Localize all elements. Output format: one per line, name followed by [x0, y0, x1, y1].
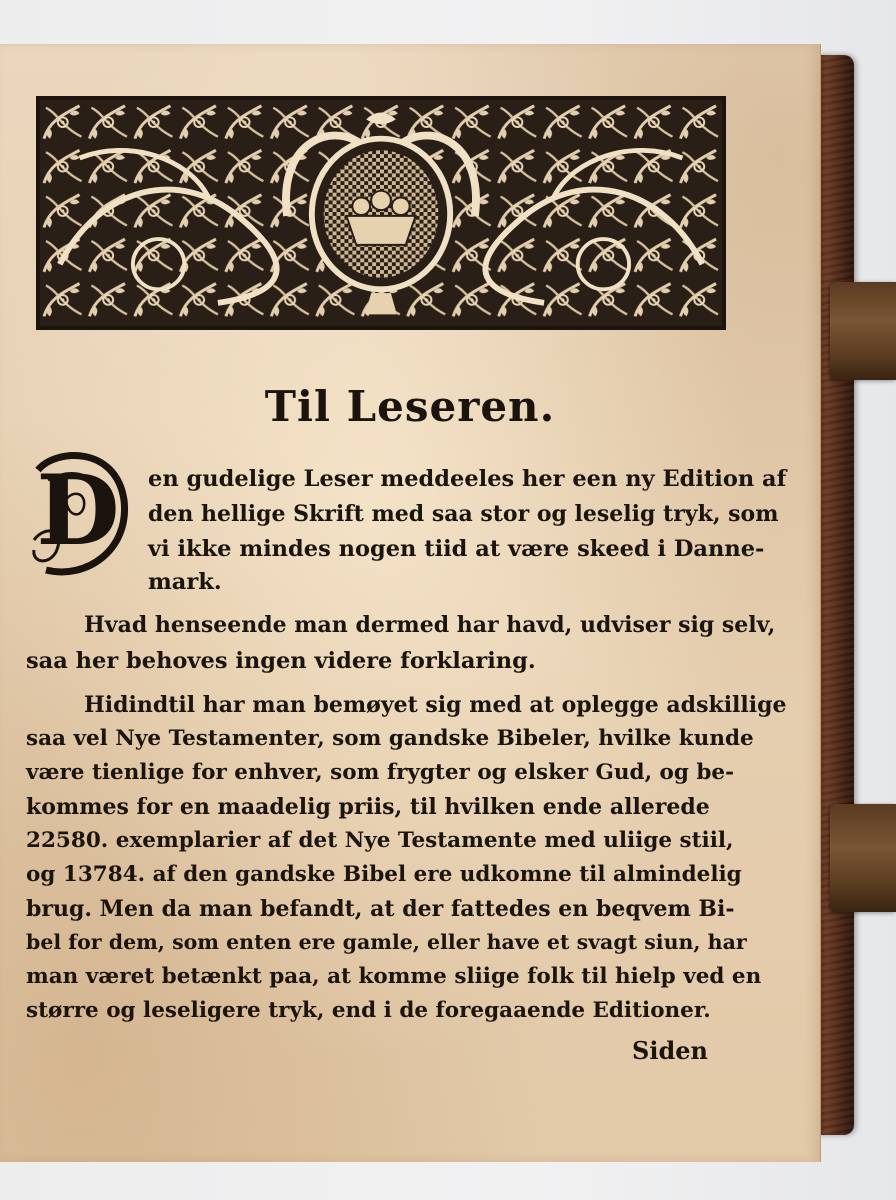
- catchword: Siden: [632, 1036, 708, 1065]
- woodcut-headpiece: [36, 96, 726, 330]
- text-line: man været betænkt paa, at komme sliige folk til hielp ved en: [26, 964, 762, 989]
- text-line: 22580. exemplarier af det Nye Testamente med uliige stiil,: [26, 828, 734, 853]
- text-line: mark.: [148, 569, 222, 595]
- drop-cap-letter: D: [36, 454, 120, 567]
- text-line: Hidindtil har man bemøyet sig med at oplegge adskillige: [84, 692, 787, 718]
- text-line: Hvad henseende man dermed har havd, udviser sig selv,: [84, 612, 776, 638]
- text-line: større og leseligere tryk, end i de foregaaende Editioner.: [26, 998, 711, 1023]
- book-page: [0, 44, 821, 1162]
- text-line: saa vel Nye Testamenter, som gandske Bibeler, hvilke kunde: [26, 726, 754, 751]
- book-clasp-top: [830, 282, 896, 380]
- book-clasp-bottom: [830, 804, 896, 912]
- text-line: kommes for en maadelig priis, til hvilken ende allerede: [26, 794, 710, 820]
- text-line: og 13784. af den gandske Bibel ere udkomne til almindelig: [26, 862, 742, 887]
- text-line: være tienlige for enhver, som frygter og elsker Gud, og be-: [26, 760, 735, 785]
- ornamental-drop-cap: [26, 440, 130, 582]
- text-line: den hellige Skrift med saa stor og leselig tryk, som: [148, 501, 779, 527]
- text-line: en gudelige Leser meddeeles her een ny Edition af: [148, 466, 787, 492]
- text-line: bel for dem, som enten ere gamle, eller have et svagt siun, har: [26, 930, 747, 954]
- text-line: saa her behoves ingen videre forklaring.: [26, 648, 536, 674]
- text-line: brug. Men da man befandt, at der fattedes en beqvem Bi-: [26, 896, 735, 922]
- page-title: Til Leseren.: [264, 382, 556, 431]
- text-line: vi ikke mindes nogen tiid at være skeed i Danne-: [148, 536, 765, 562]
